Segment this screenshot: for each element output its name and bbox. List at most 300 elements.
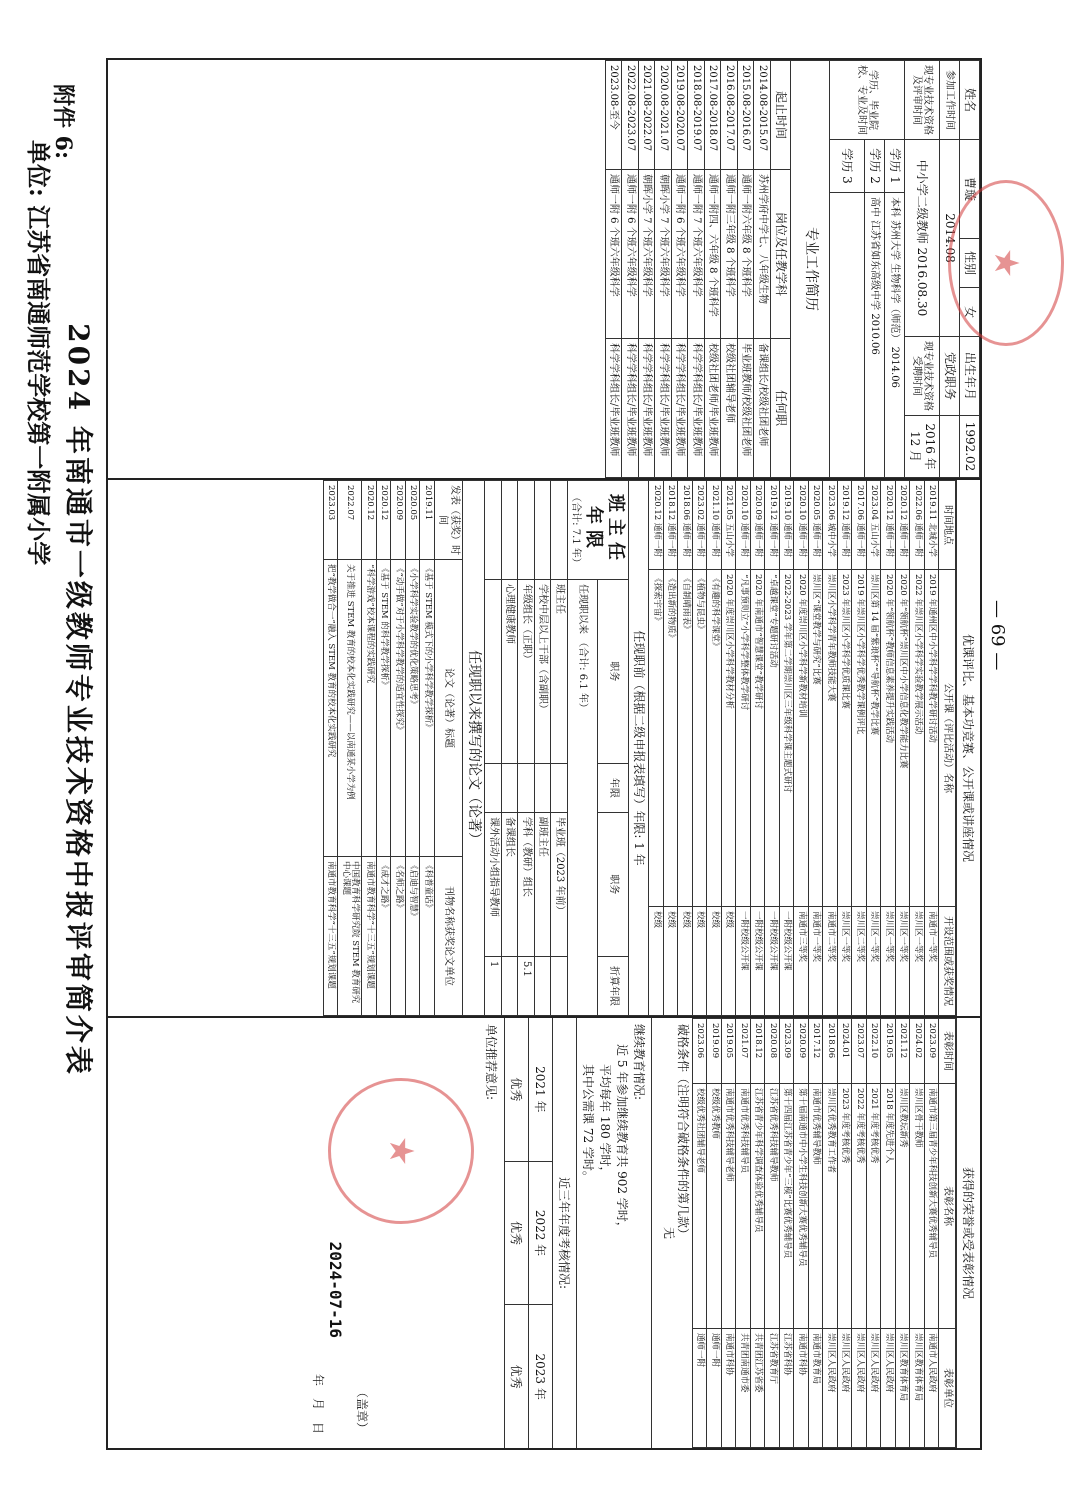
lesson-row [924,481,939,1016]
honor-row-time: 2022.10 [866,1019,881,1084]
posts-col-post: 职务 [598,580,629,764]
resume-row-duty: 科学学科组长/毕业班教师 [639,339,656,478]
honor-row [852,1019,867,1448]
lesson-row [707,481,722,1016]
hire-label: 现专业技术资格受聘时间 [905,337,940,416]
lesson-row-time: 2023.06 城中小学 [823,481,838,570]
assessment-year-2: 2022 年 [529,1162,552,1306]
post-row [485,481,502,1016]
lesson-row-time: 2022.06 通师一附 [910,481,925,570]
posts-summary: 班主任 年限 （合计: 7.1 年） [567,481,629,580]
assessment-result-2: 优秀 [505,1162,528,1306]
post-row-post: 心理健康教师 [501,580,518,764]
resume-row-time: 2014.08-2015.07 [754,61,771,170]
paper-row-time: 2023.03 [323,481,338,560]
lesson-row-result: 南通市二等奖 [823,907,838,1016]
panel-basic [108,60,980,480]
post-row-post2: 课外活动小组指导教师 [485,812,502,956]
lesson-row-result: 南通市一等奖 [808,907,823,1016]
resume-row-time: 2017.08-2018.07 [705,61,722,170]
paper-row [376,481,391,1016]
resume-row [754,61,771,478]
paper-row-time: 2020.09 [391,481,406,560]
honor-row [750,1019,765,1448]
honor-row [808,1019,823,1448]
lesson-row-time: 2017.06 通师一附 [852,481,867,570]
honor-row-time: 2020.08 [765,1019,780,1084]
honor-row-unit: 南通市科协 [721,1329,736,1448]
post-row-spacer [485,481,502,580]
honors-col-name: 表彰名称 [939,1084,956,1329]
posts-col-post2: 职务 [598,812,629,956]
resume-row [721,61,738,478]
paper-row-time: 2020.12 [362,481,377,560]
lesson-row-result: 崇川区一等奖 [881,907,896,1016]
lesson-row [736,481,751,1016]
lessons-col-result: 开设范围或获奖情况 [939,907,956,1016]
post-row-post2: 毕业班（2023 年前） [551,812,568,956]
honor-row-unit: 崇川区教育体育局 [910,1329,925,1448]
honor-row-time: 2024.02 [910,1019,925,1084]
lessons-table [648,480,956,1016]
lesson-row-time: 2019.10 通师一附 [779,481,794,570]
gender-value: 女 [960,288,980,337]
resume-row-duty: 科学学科组长/毕业班教师 [622,339,639,478]
resume-col-post: 岗位及任教学科 [771,170,791,339]
lesson-row-name: 《有趣的科学课堂》 [707,570,722,907]
lesson-row-time: 2023.04 五山小学 [866,481,881,570]
paper-row [338,481,362,1016]
honor-row-name: 崇川区优秀教育工作者 [823,1084,838,1329]
education-table [829,60,905,478]
resume-col-time: 起止时间 [771,61,791,170]
honors-col-time: 表彰时间 [939,1019,956,1084]
honor-row-name: 2023 年度考核优秀 [837,1084,852,1329]
official-seal-top [948,180,1064,346]
honor-row [823,1019,838,1448]
papers-col-time: 发表（获奖）时间 [434,481,462,560]
lesson-row-result: 一附校级公开课 [750,907,765,1016]
honor-row-name: 江苏省优秀科技辅导教师 [765,1084,780,1329]
lesson-row [794,481,809,1016]
resume-row [606,61,623,478]
lesson-row-name: 《造出新的物质》 [663,570,678,907]
continuing-line3: 其中公需课 72 学时。 [580,1064,595,1183]
paper-row-title: 《基于 STEM 模式下的小学科学教学探析》 [420,560,435,857]
edu3-name: 学历 3 [830,140,865,193]
assessment-year-1: 2021 年 [529,1018,552,1162]
posts-since: 任现职以来 （合计: 6.1 年） [567,580,598,1016]
honor-row-name: 南通市第三届青少年科技创新大赛优秀辅导员 [924,1084,939,1329]
honors-col-unit: 表彰单位 [939,1329,956,1448]
honor-row-time: 2021.07 [736,1019,751,1084]
resume-row [672,61,689,478]
assessment-years [528,1018,552,1448]
lesson-row-name: 《自制晴雨表》 [678,570,693,907]
honor-row [736,1019,751,1448]
post-row [534,481,551,1016]
paper-row-title: 把“教学做合一”融入 STEM 教育的校本化实践研究 [323,560,338,857]
lesson-row-result: 崇川区一等奖 [895,907,910,1016]
paper-row [391,481,406,1016]
resume-row [738,61,755,478]
honor-row-time: 2018.12 [750,1019,765,1084]
work-start-value: 2014.08 [940,140,960,337]
attachment-label: 附件 6: [50,84,76,160]
edu2-detail: 高中 江苏省如东高级中学 2010.06 [865,193,885,478]
post-row-spacer [501,481,518,580]
honor-row [721,1019,736,1448]
honor-row-unit: 共青团江苏省委 [750,1329,765,1448]
resume-row-post: 通师一附 6 个班六年级科学 [606,170,623,339]
honor-row-name: 江苏省青少年科学调查体验优秀辅导员 [750,1084,765,1329]
lesson-row-result: 南通市三等奖 [794,907,809,1016]
resume-row-post: 朝晖小学 7 个班六年级科学 [655,170,672,339]
lesson-row-result: 校级 [663,907,678,1016]
post-row [551,481,568,1016]
honor-row [692,1019,707,1448]
honor-row-time: 2019.05 [881,1019,896,1084]
lesson-row-result: 一附校级公开课 [779,907,794,1016]
lesson-row [881,481,896,1016]
current-title-value: 中小学二级教师 2016.08.30 [905,140,940,337]
paper-row-title: “科学游戏”校本课程的实践研究 [362,560,377,857]
post-row-post2: 学科（教研）组长 [518,812,535,956]
paper-row-title: 《基于 STEM 的科学教学探析》 [376,560,391,857]
paper-row-venue: 《名师之路》 [391,857,406,1016]
post-row-years [518,763,535,812]
resume-table [605,60,830,478]
lesson-row-name: 《植物与昆虫》 [692,570,707,907]
resume-row-duty: 毕业班教师/校级社团老师 [738,339,755,478]
honor-row-unit: 通师一附 [692,1329,707,1448]
posts-col-calc: 折算年限 [598,957,629,1016]
honor-row-unit: 崇川区人民政府 [852,1329,867,1448]
birth-value: 1992.02 [960,416,980,478]
paper-row [405,481,420,1016]
resume-row [705,61,722,478]
lessons-header: 优课评比、基本功竞赛、公开课或讲座情况 [956,480,980,1016]
resume-row [639,61,656,478]
post-row-calc [551,957,568,1016]
papers-col-title: 论文（论著）标题 [434,560,462,857]
paper-row-venue: 《成才之路》 [376,857,391,1016]
edu2-name: 学历 2 [865,140,885,193]
post-row [501,481,518,1016]
resume-row [655,61,672,478]
resume-row-duty: 科学学科组长/毕业班教师 [606,339,623,478]
recommend-date-units: 年 月 日 [310,1373,325,1434]
lesson-row [678,481,693,1016]
continuing-block [576,1018,651,1448]
posts-header: 任现职前（根据二级申报表填写）年限: 1 年 [629,481,649,1016]
post-row-post: 班主任 [551,580,568,764]
lesson-row [750,481,765,1016]
lesson-row [823,481,838,1016]
edu1-detail: 本科 苏州大学 生物科学（师范） 2014.06 [885,193,905,478]
paper-row-title: 关于推进 STEM 教育的校本化实践研究——以南通某小学为例 [338,560,362,857]
honor-row-time: 2023.09 [924,1019,939,1084]
lesson-row-name: 2020 年度崇川区小学科学新教材培训 [794,570,809,907]
seal-star-icon-top: ★ [986,247,1026,279]
lesson-row-time: 2019.11 北城小学 [924,481,939,570]
honor-row-unit: 崇川区人民政府 [837,1329,852,1448]
lesson-row [649,481,664,1016]
lesson-row-time: 2020.12 通师一附 [649,481,664,570]
resume-row-duty: 科学学科组长/毕业班教师 [688,339,705,478]
lesson-row [866,481,881,1016]
post-row-spacer [551,481,568,580]
honor-row [881,1019,896,1448]
lesson-row-result: 崇川区一等奖 [837,907,852,1016]
hire-value: 2016 年 12 月 [905,416,940,478]
resume-row-post: 苏州学府中学七、八年级生物 [754,170,771,339]
honor-row-name: 南通市优秀科技辅导老师 [721,1084,736,1329]
honor-row-time: 2024.01 [837,1019,852,1084]
lesson-row [852,481,867,1016]
lesson-row-time: 2018.06 通师一附 [678,481,693,570]
honor-row-name: 第十四届江苏省青少年“三模”比赛优秀辅导员 [779,1084,794,1329]
resume-row-time: 2022.08-2023.07 [622,61,639,170]
honor-row [779,1019,794,1448]
resume-row-post: 通师一附 6 个班六年级科学 [672,170,689,339]
honor-row-time: 2018.06 [823,1019,838,1084]
resume-row-post: 通师一附三年级 8 个班科学 [721,170,738,339]
honor-row-unit: 崇川区人民政府 [866,1329,881,1448]
paper-row [420,481,435,1016]
honor-row-time: 2021.12 [895,1019,910,1084]
current-title-label: 现专业技术资格及评审时间 [905,61,940,140]
honor-row [794,1019,809,1448]
post-row-post2: 备课组长 [501,812,518,956]
lesson-row-name: 2020 年“领航杯”崇川区中小学信息化教学能力比赛 [895,570,910,907]
political-label: 党政职务 [940,337,960,416]
assessment-label: 近三年年度考核情况: [552,1018,576,1448]
resume-row-duty: 科学学科组长/毕业班教师 [672,339,689,478]
honor-row-name: 崇川区教坛新秀 [895,1084,910,1329]
official-seal-bottom [328,1078,474,1224]
resume-row-post: 通师一附六年级 8 个班科学 [738,170,755,339]
honor-row-unit: 南通市人民政府 [924,1329,939,1448]
lessons-col-time: 时间地点 [939,481,956,570]
post-row-calc: 1 [485,957,502,1016]
resume-row-post: 通师一附 6 个班六年级科学 [622,170,639,339]
honors-table [692,1018,956,1448]
lesson-row-result: 崇川区一等奖 [866,907,881,1016]
seal-star-icon: ★ [380,1135,421,1167]
lesson-row-time: 2020.09 通师一附 [750,481,765,570]
lesson-row-result: 一附校级公开课 [765,907,780,1016]
assessment-results [504,1018,528,1448]
honor-row-unit: 共青团南通市委 [736,1329,751,1448]
lesson-row-name: 崇川区第 14 届“紫琅杯”“导航杯”教学比赛 [866,570,881,907]
lesson-row [765,481,780,1016]
honor-row-name: 崇川区骨干教师 [910,1084,925,1329]
honor-row-unit: 崇川区教育体育局 [895,1329,910,1448]
honor-row-name: 南通市优秀科技辅导员 [736,1084,751,1329]
papers-header: 任现职以来撰写的论文（论著） [462,481,485,1016]
paper-row-venue: 南通市教育科学“十三五”规划课题 [362,857,377,1016]
paper-row [323,481,338,1016]
breakthrough-value: 无 [661,1226,676,1239]
lesson-row [837,481,852,1016]
paper-row-time: 2020.05 [405,481,420,560]
honor-row [866,1019,881,1448]
panel-honors [108,1018,980,1448]
honor-row-unit: 南通市科协 [794,1329,809,1448]
honor-row-time: 2019.09 [707,1019,722,1084]
lesson-row-name: 2020 年南通市“智慧课堂”教学研讨 [750,570,765,907]
lesson-row-result: 校级 [721,907,736,1016]
birth-label: 出生年月 [960,337,980,416]
paper-row-venue: 中国教育科学研究院 STEM 教育研究中心课题 [338,857,362,1016]
resume-row-time: 2021.08-2022.07 [639,61,656,170]
gender-label: 性别 [960,239,980,288]
paper-row-time: 2022.07 [338,481,362,560]
lesson-row-result: 校级 [649,907,664,1016]
page-number: — 69 — [987,600,1008,671]
assessment-result-1: 优秀 [505,1018,528,1162]
resume-title: 专业工作简历 [791,61,830,478]
lesson-row-result: 崇川区二等奖 [852,907,867,1016]
post-row-years [534,763,551,812]
lesson-row-result: 南通市一等奖 [924,907,939,1016]
name-value: 曹璇 [960,140,980,239]
lesson-row-time: 2021.10 通师一附 [707,481,722,570]
lesson-row-time: 2020.12 通师一附 [895,481,910,570]
resume-row-time: 2018.08-2019.07 [688,61,705,170]
posts-table [484,480,649,1016]
post-row-calc: 5.1 [518,957,535,1016]
resume-row-time: 2016.08-2017.07 [721,61,738,170]
post-row-post2: 副班主任 [534,812,551,956]
post-row-post [485,580,502,764]
honor-row-time: 2023.07 [852,1019,867,1084]
honor-row-time: 2023.06 [692,1019,707,1084]
lesson-row-name: 2022 年崇川区小学科学实验教学展示活动 [910,570,925,907]
breakthrough-block [651,1018,692,1448]
paper-row [362,481,377,1016]
continuing-line1: 近 5 年参加继续教育共 902 学时， [614,1044,629,1234]
honor-row-name: 2018 年度先进个人 [881,1084,896,1329]
honor-row-name: 校级优秀社团辅导老师 [692,1084,707,1329]
lesson-row [910,481,925,1016]
resume-row-time: 2015.08-2016.07 [738,61,755,170]
resume-row-time: 2019.08-2020.07 [672,61,689,170]
lesson-row-name: 2023 年崇川区小学科学优质课比赛 [837,570,852,907]
lesson-row [895,481,910,1016]
honor-row-time: 2020.09 [794,1019,809,1084]
paper-row-venue: 《科普童话》 [420,857,435,1016]
recommend-date: 2024-07-16 [325,1241,345,1338]
papers-table [323,480,486,1016]
lesson-row-time: 2019.12 通师一附 [765,481,780,570]
recommend-seal-note: （盖章） [354,1385,369,1434]
resume-row-post: 通师一附四、六年级 8 个班科学 [705,170,722,339]
honor-row-time: 2019.05 [721,1019,736,1084]
paper-row-venue: 南通市教育科学“十三五”规划课题 [323,857,338,1016]
lesson-row-result: 校级 [692,907,707,1016]
resume-row-time: 2020.08-2021.07 [655,61,672,170]
post-row-years [485,763,502,812]
lesson-row-time: 2021.05 五山小学 [721,481,736,570]
lesson-row-name: “凡事预则立”小学科学整体教学研讨 [736,570,751,907]
honor-row-unit: 江苏省科协 [779,1329,794,1448]
assessment-year-3: 2023 年 [532,1353,547,1400]
honor-row [910,1019,925,1448]
honor-row-unit: 崇川区人民政府 [881,1329,896,1448]
lesson-row-time: 2020.10 通师一附 [736,481,751,570]
post-row-spacer [534,481,551,580]
recommend-block [306,1018,504,1448]
page-title: 2024 年南通市一级教师专业技术资格中报评审简介表 [62,323,95,1077]
lesson-row-name: 2022-2023 学年第二学期崇川区三年级科学课主题式研讨 [779,570,794,907]
lesson-row-time: 2023.02 通师一附 [692,481,707,570]
panel-activities [108,480,980,1018]
lesson-row-name: 《探索宇宙》 [649,570,664,907]
lesson-row-name: 2020 年“领航杯”教师信息素养提升实践活动 [881,570,896,907]
work-start-label: 参加工作时间 [940,61,960,140]
lesson-row-name: 2019 年通州区中小学科学学科教学研讨活动 [924,570,939,907]
lesson-row-result: 校级 [707,907,722,1016]
resume-row [688,61,705,478]
post-row-calc [534,957,551,1016]
honor-row [837,1019,852,1448]
post-row-post: 年级组长（正职） [518,580,535,764]
unit-line: 单位: 江苏省南通师范学校第一附属小学 [24,140,53,566]
lesson-row-result: 校级 [678,907,693,1016]
post-row [518,481,535,1016]
lesson-row-time: 2019.12 通师一附 [837,481,852,570]
lesson-row-name: 崇川区“课堂教学与研究”比赛 [808,570,823,907]
honor-row [924,1019,939,1448]
continuing-label: 继续教育情况: [631,1024,646,1101]
political-value [940,416,960,478]
post-row-years [501,763,518,812]
honor-row-unit: 通师一附 [707,1329,722,1448]
honor-row-name: 2022 年度考核优秀 [852,1084,867,1329]
lesson-row-time: 2020.10 通师一附 [794,481,809,570]
resume-row-post: 朝晖小学 7 个班六年级科学 [639,170,656,339]
lesson-row-time: 2020.12 通师一附 [881,481,896,570]
honor-row [765,1019,780,1448]
assessment-result-3: 优秀 [508,1364,523,1389]
edu3-detail [830,193,865,478]
posts-col-years: 年限 [598,763,629,812]
lesson-row-name: 2020 年度崇川区小学科学教材分析 [721,570,736,907]
lesson-row [692,481,707,1016]
education-label: 学历、毕业院校、专业及时间 [830,61,905,140]
honor-row [707,1019,722,1448]
edu1-name: 学历 1 [885,140,905,193]
honor-row [895,1019,910,1448]
honor-row-unit: 南通市教育局 [808,1329,823,1448]
paper-row-time: 2020.12 [376,481,391,560]
resume-row-duty: 备课组长/校级社团老师 [754,339,771,478]
recommend-label: 单位推荐意见: [483,1024,498,1101]
lesson-row [663,481,678,1016]
breakthrough-label: 破格条件（注明符合破格条件的第几款） [675,1024,690,1241]
resume-row-duty: 科学学科组长/毕业班教师 [655,339,672,478]
lesson-row-time: 2018.12 通师一附 [663,481,678,570]
lessons-col-name: 公开课（评比活动）名称 [939,570,956,907]
lesson-row-result: 崇川区一等奖 [910,907,925,1016]
paper-row-title: 《“动手做”对于小学科学教学的适宜性探究》 [391,560,406,857]
post-row-post: 学校中层以上干部（含副职） [534,580,551,764]
lesson-row-name: 崇川区小学科学青年教师技能大赛 [823,570,838,907]
resume-row-time: 2023.08-至今 [606,61,623,170]
lesson-row-name: “卓越课堂”专题研讨活动 [765,570,780,907]
